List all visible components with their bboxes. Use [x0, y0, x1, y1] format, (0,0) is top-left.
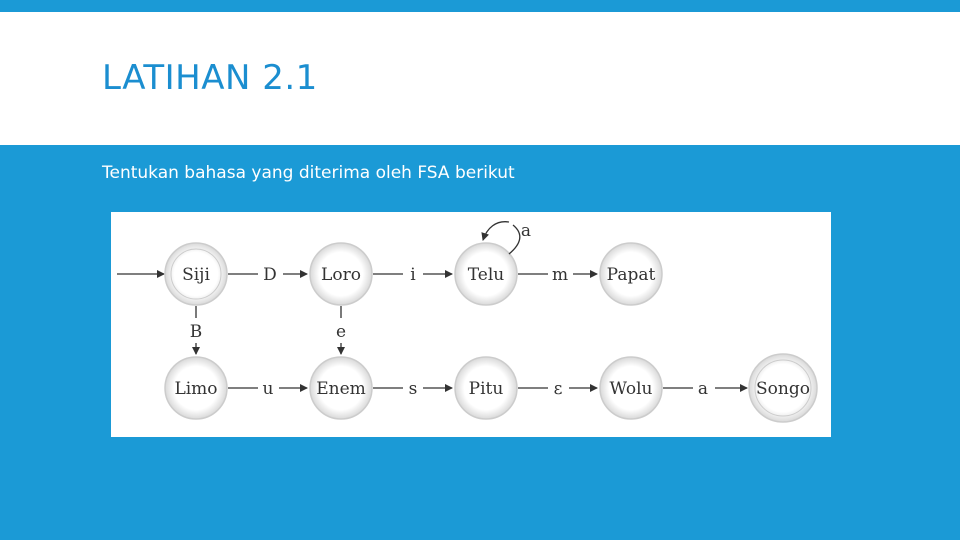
transition-loro-enem — [336, 306, 346, 354]
transition-enem-pitu — [373, 379, 452, 399]
transition-telu-papat — [518, 265, 597, 285]
state-papat — [600, 243, 662, 305]
transition-siji-loro — [228, 265, 307, 285]
state-papat-label: Papat — [606, 265, 656, 285]
slide-subtitle: Tentukan bahasa yang diterima oleh FSA berikut — [102, 163, 515, 183]
state-songo-label: Songo — [756, 379, 810, 399]
state-enem — [310, 357, 372, 419]
transition-siji-limo — [190, 306, 203, 354]
transition-limo-enem — [228, 379, 307, 399]
transition-limo-enem-label: u — [262, 379, 274, 399]
state-telu-label: Telu — [467, 265, 505, 285]
state-pitu — [455, 357, 517, 419]
state-pitu-label: Pitu — [468, 379, 504, 399]
fsa-diagram — [111, 212, 831, 437]
transition-pitu-wolu-label: ε — [553, 379, 563, 399]
transition-telu-papat-label: m — [551, 265, 569, 285]
slide-title: LATIHAN 2.1 — [102, 58, 318, 98]
transition-pitu-wolu — [518, 379, 597, 399]
transition-wolu-songo-label: a — [697, 379, 709, 399]
state-loro — [310, 243, 372, 305]
transition-siji-limo-label: B — [189, 322, 203, 342]
state-limo — [165, 357, 227, 419]
transition-enem-pitu-label: s — [408, 379, 418, 399]
transition-siji-loro-label: D — [263, 265, 277, 285]
state-songo — [749, 354, 817, 422]
transition-wolu-songo — [663, 379, 747, 399]
transition-telu-loop-label: a — [520, 221, 532, 241]
top-accent-strip — [0, 0, 960, 12]
transition-loro-telu — [373, 265, 452, 285]
state-limo-label: Limo — [174, 379, 218, 399]
transition-loro-telu-label: i — [410, 265, 416, 285]
transition-loro-enem-label: e — [335, 322, 347, 342]
state-loro-label: Loro — [321, 265, 361, 285]
state-telu — [455, 243, 517, 305]
state-wolu-label: Wolu — [609, 379, 653, 399]
state-wolu — [600, 357, 662, 419]
state-siji — [165, 243, 227, 305]
state-enem-label: Enem — [316, 379, 366, 399]
state-siji-label: Siji — [182, 265, 210, 285]
